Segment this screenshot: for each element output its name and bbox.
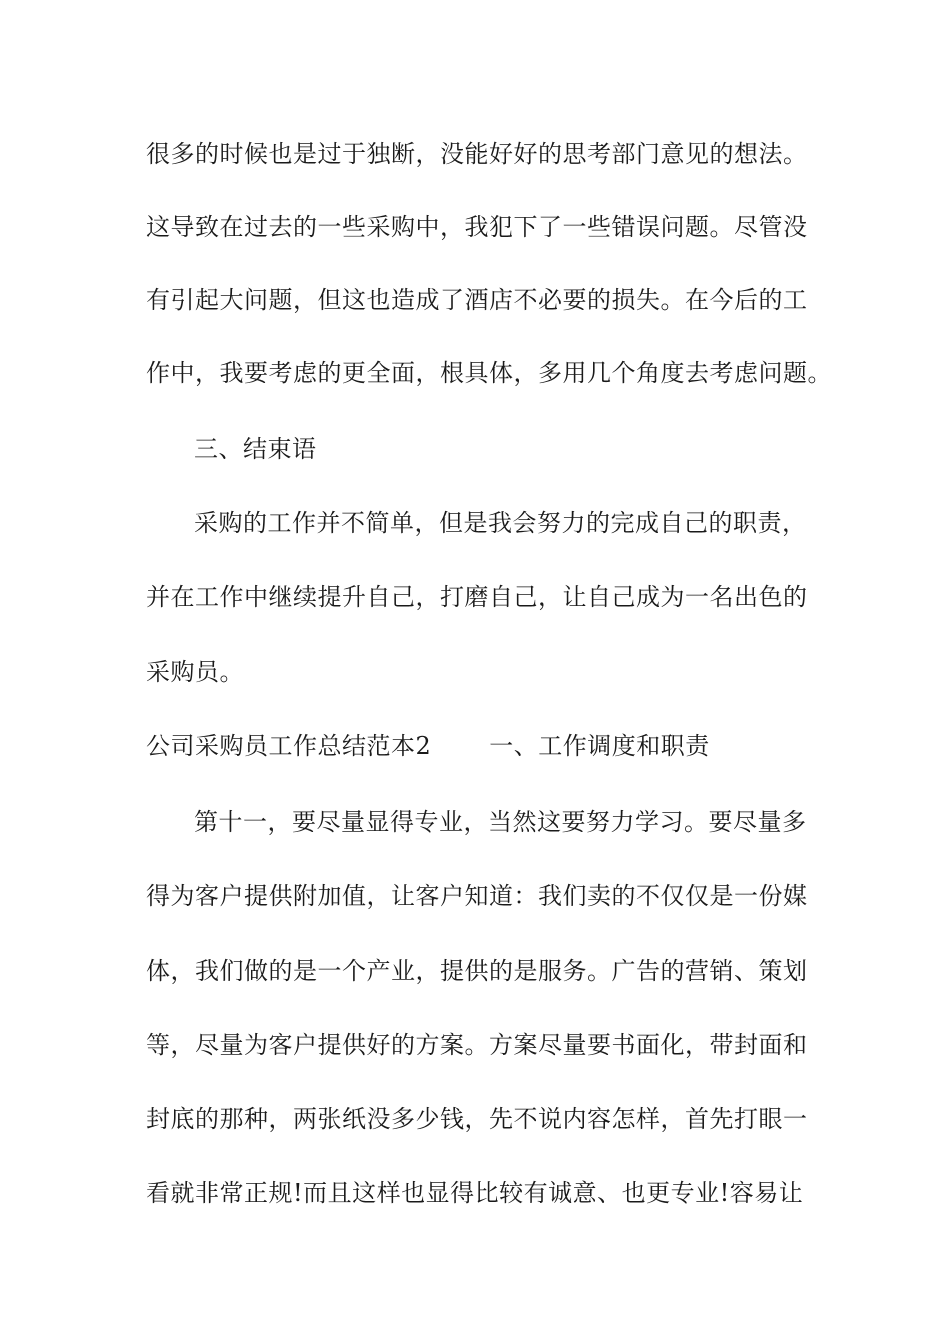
paragraph-line: 体，我们做的是一个产业，提供的是服务。广告的营销、策划 [146,957,808,985]
paragraph-line: 作中，我要考虑的更全面，根具体，多用几个角度去考虑问题。 [146,359,832,387]
paragraph-line: 并在工作中继续提升自己，打磨自己，让自己成为一名出色的 [146,583,808,611]
document-title-line [146,731,806,761]
paragraph-line: 看就非常正规!而且这样也显得比较有诚意、也更专业!容易让 [146,1179,804,1207]
paragraph-line: 封底的那种，两张纸没多少钱，先不说内容怎样，首先打眼一 [146,1105,808,1133]
section-heading: 三、结束语 [194,435,317,463]
document-title: 公司采购员工作总结范本2 [146,732,432,760]
paragraph-line: 等，尽量为客户提供好的方案。方案尽量要书面化，带封面和 [146,1031,808,1059]
paragraph-line: 第十一，要尽量显得专业，当然这要努力学习。要尽量多 [194,808,807,836]
paragraph-line: 很多的时候也是过于独断，没能好好的思考部门意见的想法。 [146,140,808,168]
paragraph-line: 得为客户提供附加值，让客户知道：我们卖的不仅仅是一份媒 [146,882,808,910]
paragraph-line: 有引起大问题，但这也造成了酒店不必要的损失。在今后的工 [146,286,808,314]
paragraph-line: 这导致在过去的一些采购中，我犯下了一些错误问题。尽管没 [146,213,808,241]
paragraph-line: 采购员。 [146,658,244,686]
paragraph-line: 采购的工作并不简单，但是我会努力的完成自己的职责， [194,509,807,537]
section-heading: 一、工作调度和职责 [489,732,710,760]
